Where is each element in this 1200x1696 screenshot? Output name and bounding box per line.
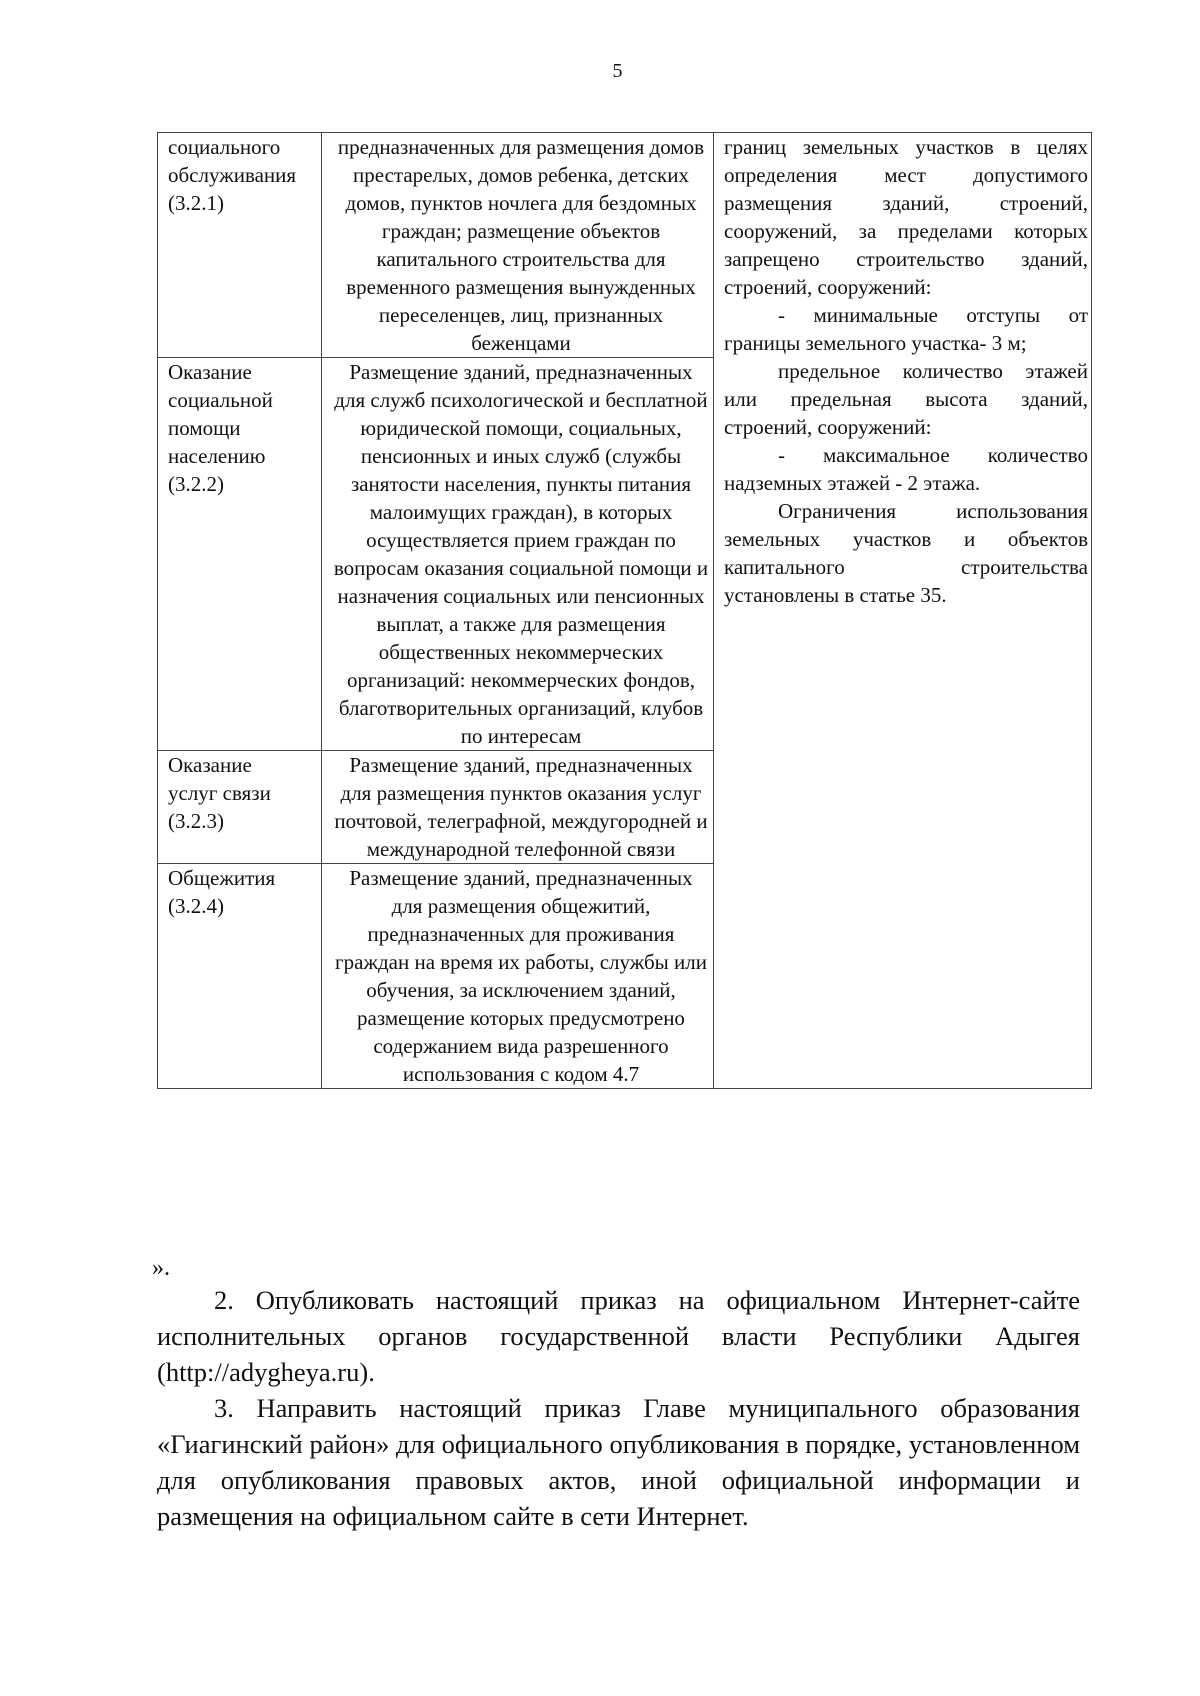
land-use-table: [157, 132, 1092, 1089]
paragraph-send: 3. Направить настоящий приказ Главе муниципального образования «Гиагинский район» для официального опубликования в порядке, установленном для опубликования правовых актов, иной официальной информации и размещения на официальном сайте в сети Интернет.: [157, 1393, 1080, 1531]
min-setback: - минимальные отступы от границы земельного участка- 3 м;: [724, 303, 1088, 355]
use-type-name: Общежития (3.2.4): [168, 866, 276, 918]
max-floors-intro: предельное количество этажей или предельная высота зданий, строений, сооружений:: [724, 359, 1088, 439]
description-cell: предназначенных для размещения домов престарелых, домов ребенка, детских домов, пунктов ночлега для бездомных граждан; размещение объектов капитального строительства для временного размещения вынужденных переселенцев, лиц, признанных беженцами: [322, 133, 714, 358]
use-type-name: Оказание социальной помощи населению (3.2.2): [168, 360, 273, 496]
parameters-cell: [714, 133, 1092, 1089]
use-type-cell: [158, 358, 322, 751]
paragraph-publish: 2. Опубликовать настоящий приказ на официальном Интернет-сайте исполнительных органов государственной власти Республики Адыгея (http://adygheya.ru).: [157, 1285, 1080, 1387]
page-number: 5: [612, 60, 623, 82]
use-type-cell: [158, 864, 322, 1089]
description-cell: Размещение зданий, предназначенных для размещения общежитий, предназначенных для проживания граждан на время их работы, службы или обучения, за исключением зданий, размещение которых предусмотрено содержанием вида разрешенного использования с кодом 4.7: [322, 864, 714, 1089]
description-cell: Размещение зданий, предназначенных для размещения пунктов оказания услуг почтовой, телеграфной, междугородней и международной телефонной связи: [322, 751, 714, 864]
parameters-intro: границ земельных участков в целях определения мест допустимого размещения зданий, строений, сооружений, за пределами которых запрещено строительство зданий, строений, сооружений:: [724, 135, 1088, 299]
restrictions-note: Ограничения использования земельных участков и объектов капитального строительства установлены в статье 35.: [724, 499, 1088, 607]
use-type-name: социального обслуживания (3.2.1): [168, 135, 297, 215]
use-type-name: Оказание услуг связи (3.2.3): [168, 753, 271, 833]
use-type-cell: [158, 751, 322, 864]
table-row: [158, 133, 1092, 358]
use-type-cell: [158, 133, 322, 358]
closing-quote: ».: [152, 1255, 170, 1281]
description-cell: Размещение зданий, предназначенных для служб психологической и бесплатной юридической помощи, социальных, пенсионных и иных служб (службы занятости населения, пункты питания малоимущих граждан), в которых осуществляется прием граждан по вопросам оказания социальной помощи и назначения социальных или пенсионных выплат, а также для размещения общественных некоммерческих организаций: некоммерческих фондов, благотворительных организаций, клубов по интересам: [322, 358, 714, 751]
order-paragraphs: [157, 1282, 1080, 1534]
max-floors: - максимальное количество надземных этажей - 2 этажа.: [724, 443, 1088, 495]
